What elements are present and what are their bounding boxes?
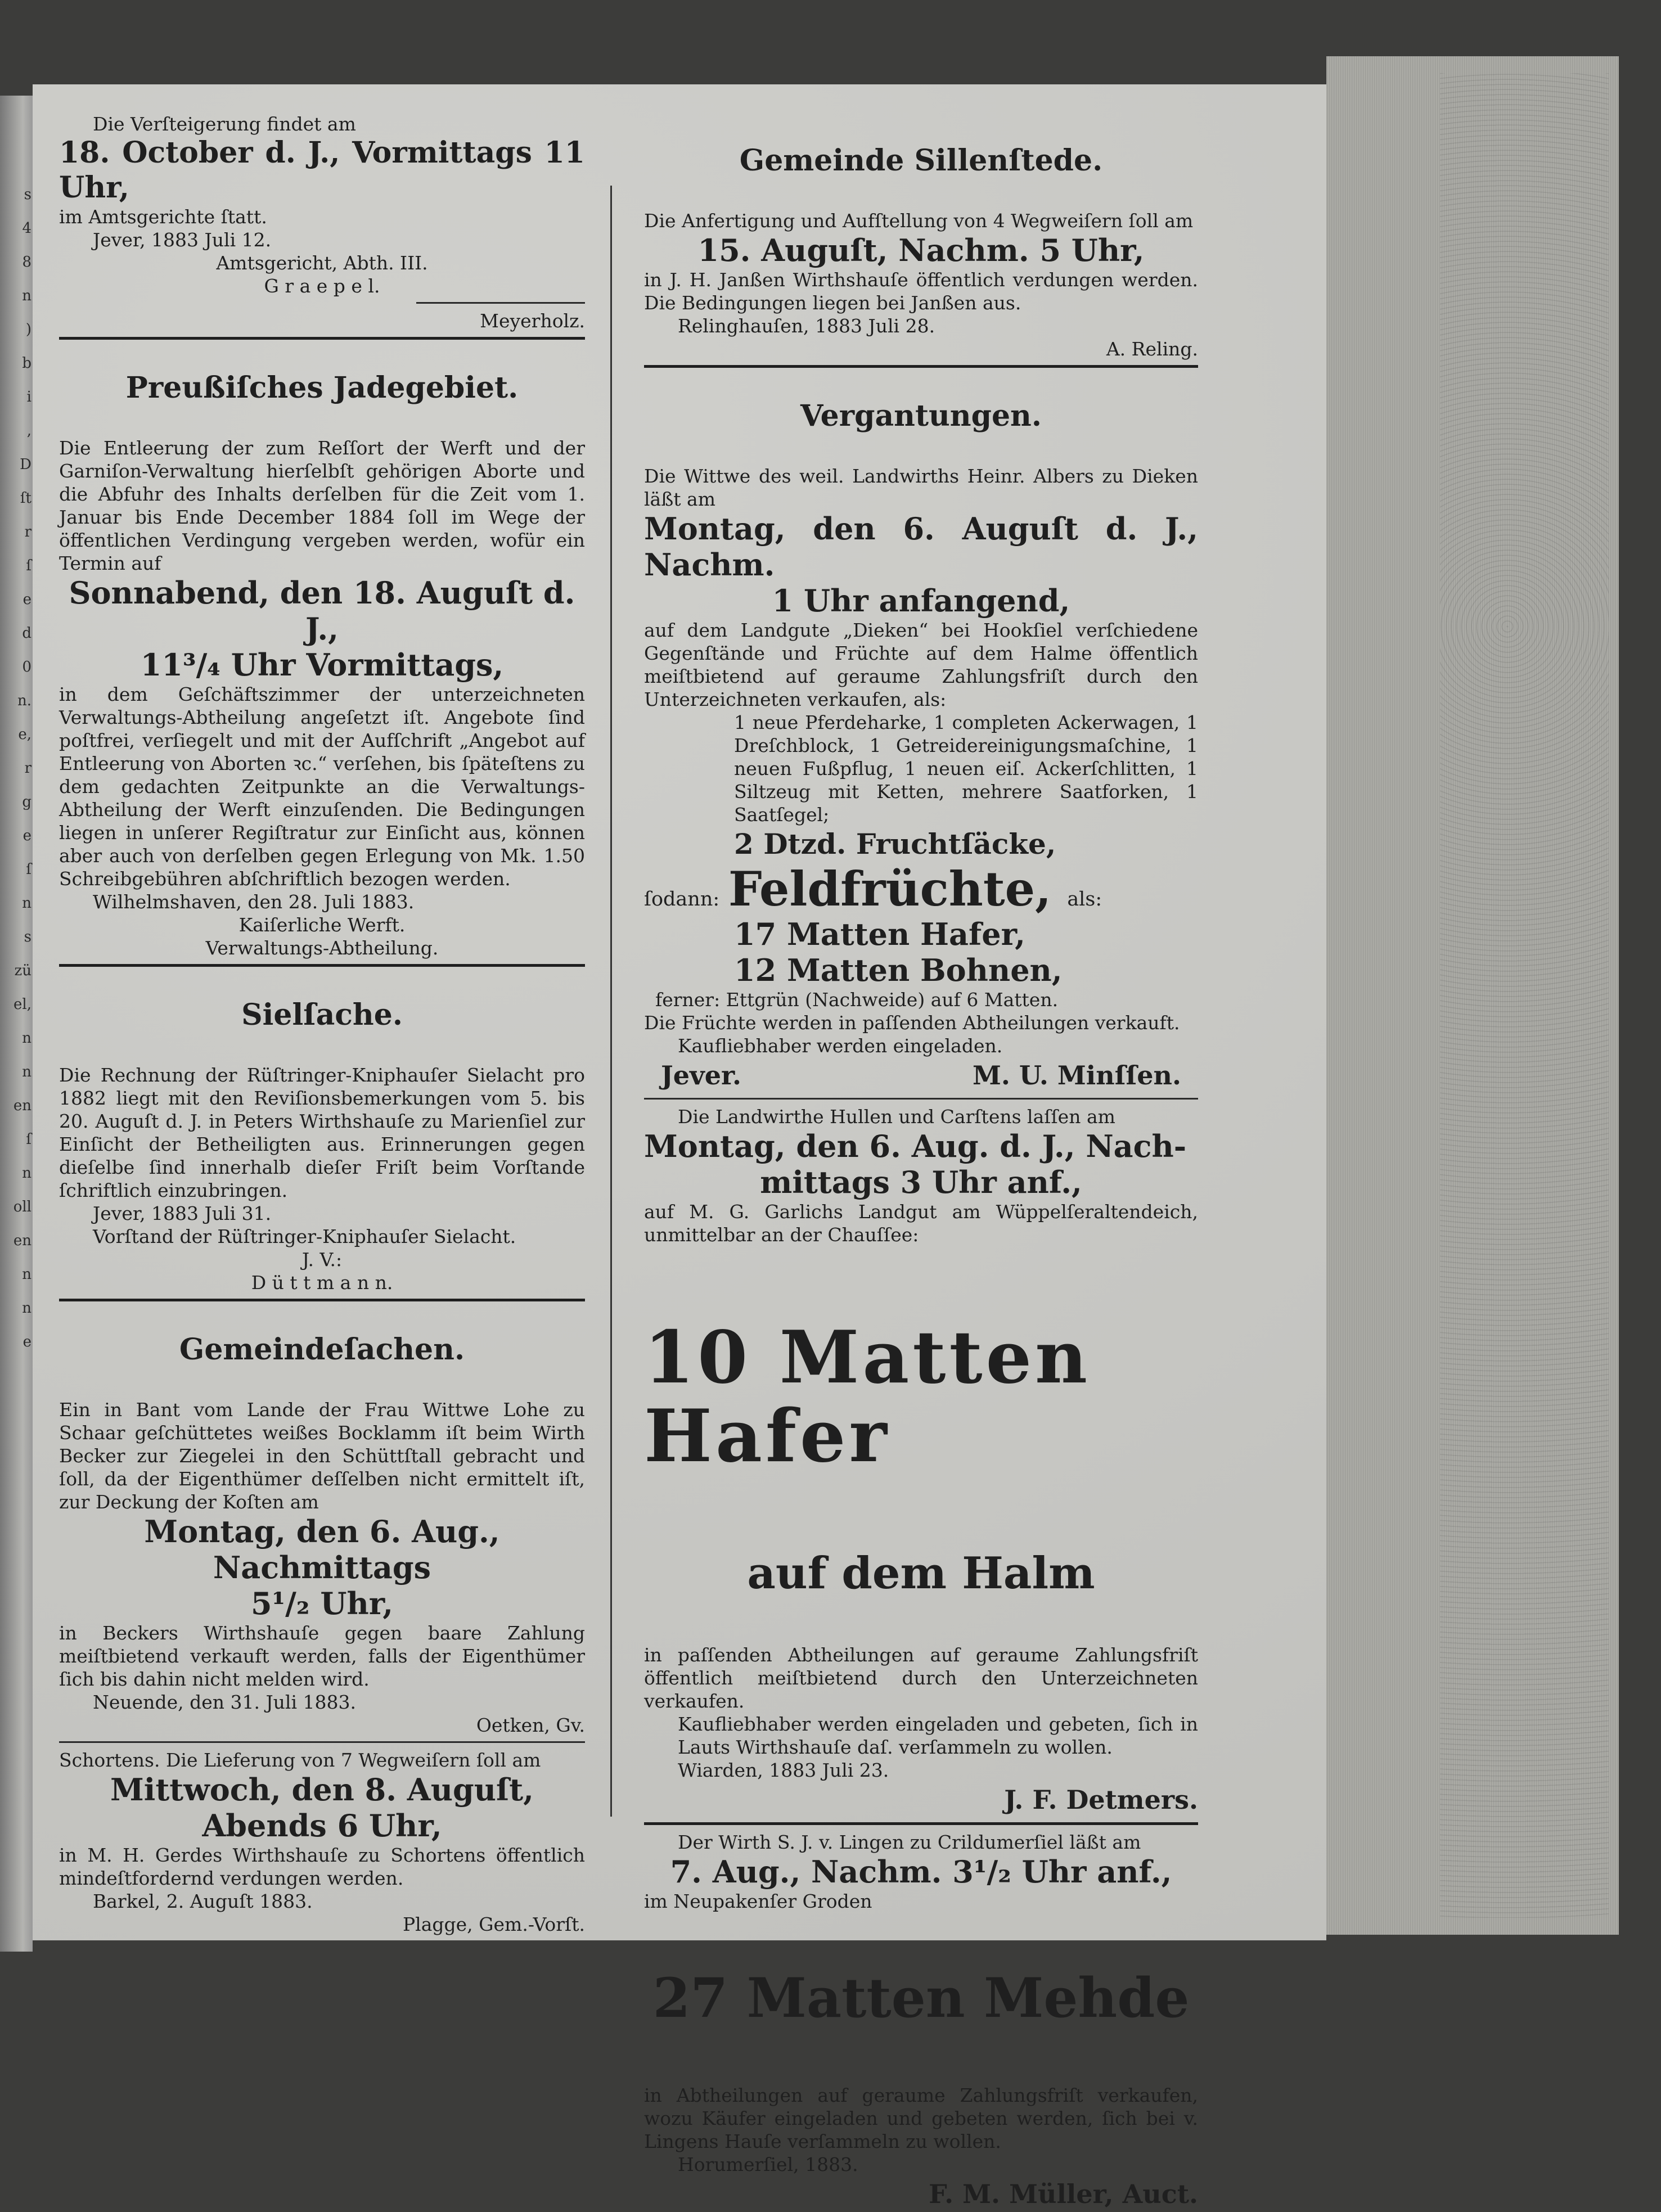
spine-fragment: D [20, 456, 31, 473]
ad-place-date: Horumerſiel, 1883. [678, 2154, 858, 2175]
spine-fragment: zü [14, 962, 31, 979]
ad-body: Die Rechnung der Rüſtringer-Kniphauſer Sielacht pro 1882 liegt mit den Reviſionsbemerkungen vom 5. bis 20. Auguſt d. J. in Peters Wirthshauſe zu Marienſiel zur Einſicht der Betheiligten aus. Erinnerungen gegen dieſelbe ſind innerhalb dieſer Friſt beim Vorſtande ſchriftlich einzubringen. [59, 1064, 585, 1201]
ad-date: Montag, den 6. Aug. d. J., Nach- [644, 1128, 1187, 1164]
ad-body: Kaufliebhaber werden eingeladen. [678, 1035, 1003, 1057]
ad-place-date: Relinghauſen, 1883 Juli 28. [678, 315, 935, 337]
ad-place-date: Wilhelmshaven, den 28. Juli 1883. [93, 891, 415, 913]
ad-text: Die Verſteigerung findet am [93, 113, 356, 135]
ad-jadegebiet [59, 369, 585, 959]
feldfruechte-row [644, 862, 1198, 916]
ad-signature: A. Reling. [1106, 338, 1198, 360]
previous-page-fragment [0, 186, 33, 1873]
ad-signature: J. V.: [301, 1249, 343, 1271]
ad-date: Mittwoch, den 8. Auguſt, [110, 1772, 534, 1808]
ad-title: Gemeinde Sillenſtede. [739, 143, 1103, 178]
ad-date: Montag, den 6. Aug., Nachmittags [144, 1513, 500, 1585]
ad-body: Die Landwirthe Hullen und Carſtens laſſen am [678, 1106, 1115, 1128]
spine-fragment: e [22, 591, 31, 608]
ad-body: in paſſenden Abtheilungen auf geraume Zahlungsfriſt öffentlich meiſtbietend durch den Unterzeichneten verkaufen. [644, 1644, 1198, 1712]
ad-signature: Oetken, Gv. [476, 1714, 585, 1736]
ad-body: Die Früchte werden in paſſenden Abtheilungen verkauft. [644, 1012, 1180, 1034]
spine-fragment: n [22, 1300, 31, 1317]
ad-big-heading: 27 Matten Mehde [652, 1966, 1190, 2030]
spine-fragment: ſ [26, 861, 31, 878]
ad-place-date: Jever, 1883 Juli 31. [93, 1202, 272, 1224]
spine-fragment: n. [17, 692, 31, 709]
ad-separator [59, 337, 585, 340]
als-label: als: [1067, 888, 1102, 911]
spine-fragment: g [22, 794, 31, 810]
spine-fragment: ) [25, 321, 31, 338]
ad-body: Schortens. Die Lieferung von 7 Wegweiſern ſoll am [59, 1749, 541, 1771]
spine-fragment: n [22, 1030, 31, 1047]
spine-fragment: r [24, 524, 31, 540]
ad-body: in Beckers Wirthshauſe gegen baare Zahlung meiſtbietend verkauft werden, falls der Eigenthümer ſich bis dahin nicht melden wird. [59, 1622, 585, 1690]
spine-fragment: e, [18, 726, 31, 743]
feldfruechte-heading: Feldfrüchte, [728, 861, 1052, 917]
ad-item-hafer: 17 Matten Hafer, [734, 916, 1025, 952]
ad-body: in M. H. Gerdes Wirthshauſe zu Schortens öffentlich mindeſtfordernd verdungen werden. [59, 1844, 585, 1889]
ad-versteigerung [59, 112, 585, 332]
ad-sillenstede [644, 142, 1198, 361]
ad-signature: G r a e p e l. [264, 275, 380, 297]
spine-fragment: en [13, 1097, 31, 1114]
ad-date: Sonnabend, den 18. Auguſt d. J., [69, 575, 575, 647]
ad-text: im Amtsgerichte ſtatt. [59, 206, 267, 228]
ad-title: Sielſache. [241, 998, 403, 1032]
spine-fragment: ſ [26, 1131, 31, 1148]
signature-rule [416, 302, 585, 304]
ad-separator [59, 1299, 585, 1301]
spine-fragment: oll [13, 1199, 31, 1215]
spine-fragment: i [26, 389, 31, 406]
spine-fragment: , [26, 422, 31, 439]
ad-sacks: 2 Dtzd. Fruchtſäcke, [734, 827, 1056, 861]
ad-date: 7. Aug., Nachm. 3¹/₂ Uhr anf., [670, 1854, 1172, 1890]
ad-separator [59, 1741, 585, 1743]
spine-fragment: el, [13, 996, 31, 1013]
spine-fragment: r [24, 760, 31, 777]
ad-lingen [644, 1831, 1198, 2212]
ad-items: 1 neue Pferdeharke, 1 completen Ackerwagen, 1 Dreſchblock, 1 Getreidereinigungsmaſchine, 1 neuen Fußpflug, 1 neuen eiſ. Ackerſchlitten, 1 Siltzeug mit Ketten, mehrere Saatforken, 1 Saatſegel; [734, 711, 1198, 826]
ad-schortens [59, 1749, 585, 1936]
ad-body: in Abtheilungen auf geraume Zahlungsfriſt verkaufen, wozu Käufer eingeladen und gebeten werden, ſich bei v. Lingens Hauſe verſammeln zu wollen. [644, 2084, 1198, 2152]
ad-body: Kaufliebhaber werden eingeladen und gebeten, ſich in Lauts Wirthshauſe daſ. verſammeln zu wollen. [678, 1713, 1198, 1758]
ad-time: 1 Uhr anfangend, [772, 583, 1070, 619]
ad-signature: Vorſtand der Rüſtringer-Kniphauſer Sielacht. [93, 1226, 516, 1247]
spine-fragment: en [13, 1232, 31, 1249]
ad-separator [644, 1098, 1198, 1100]
spine-fragment: n [22, 1266, 31, 1283]
ad-signature: D ü t t m a n n. [251, 1272, 393, 1294]
ad-signature: Verwaltungs-Abtheilung. [205, 937, 439, 959]
spine-fragment: s [24, 186, 31, 203]
right-column [644, 112, 1198, 2212]
ad-big-heading: 10 Matten Hafer [644, 1316, 1091, 1479]
ad-sielsache [59, 996, 585, 1294]
spine-fragment: n [22, 287, 31, 304]
ad-time: 11³/₄ Uhr Vormittags, [140, 647, 504, 683]
ad-subheading: auf dem Halm [747, 1548, 1095, 1599]
ad-body: Die Wittwe des weil. Landwirths Heinr. Albers zu Dieken läßt am [644, 465, 1198, 510]
ad-item-bohnen: 12 Matten Bohnen, [734, 952, 1063, 988]
left-column [59, 112, 585, 1936]
ad-separator [644, 365, 1198, 368]
ad-body: Die Entleerung der zum Reſſort der Werft und der Garniſon-Verwaltung hierſelbſt gehörigen Aborte und die Abfuhr des Inhalts derſelben für die Zeit vom 1. Januar bis Ende December 1884 ſoll im Wege der öffentlichen Verdingung vergeben werden, wofür ein Termin auf [59, 437, 585, 574]
ad-time: mittags 3 Uhr anf., [760, 1164, 1082, 1200]
ad-place-date: Neuende, den 31. Juli 1883. [93, 1691, 356, 1713]
spine-fragment: ſ [26, 557, 31, 574]
ad-place: Jever. [661, 1060, 742, 1091]
ad-signature: M. U. Minſſen. [972, 1060, 1181, 1091]
ad-time: Abends 6 Uhr, [202, 1808, 442, 1844]
place-signature-row [644, 1057, 1198, 1093]
ad-signature: Plagge, Gem.-Vorſt. [402, 1913, 585, 1935]
ad-time: 5¹/₂ Uhr, [250, 1585, 394, 1621]
ad-body: auf dem Landgute „Dieken“ bei Hookſiel verſchiedene Gegenſtände und Früchte auf dem Halme öffentlich meiſtbietend auf geraume Zahlungsfriſt durch den Unterzeichneten verkaufen, als: [644, 619, 1198, 710]
ad-place-date: Wiarden, 1883 Juli 23. [678, 1759, 889, 1781]
ad-separator [644, 1822, 1198, 1825]
ad-date: Montag, den 6. Auguſt d. J., Nachm. [644, 511, 1198, 583]
ad-body: in dem Geſchäftszimmer der unterzeichneten Verwaltungs-Abtheilung angeſetzt iſt. Angebote ſind poſtfrei, verſiegelt und mit der Aufſchrift „Angebot auf Entleerung von Aborten ꝛc.“ verſehen, bis ſpäteſtens zu dem gedachten Zeitpunkte an die Verwaltungs-Abtheilung der Werft einzuſenden. Die Bedingungen liegen in unſerer Regiſtratur zur Einſicht aus, können aber auch von derſelben gegen Erlegung von Mk. 1.50 Schreibgebühren abſchriftlich bezogen werden. [59, 683, 585, 890]
ad-hullen-carstens [644, 1105, 1198, 1818]
page-edge-speckle [1440, 73, 1609, 1918]
ad-separator [59, 964, 585, 967]
ad-signature: J. F. Detmers. [1004, 1785, 1198, 1815]
ad-body: im Neupakenſer Groden [644, 1890, 872, 1912]
ad-body: Die Anfertigung und Aufſtellung von 4 Wegweiſern ſoll am [644, 210, 1194, 232]
ad-place-date: Jever, 1883 Juli 12. [93, 229, 272, 251]
column-divider [610, 186, 612, 1817]
spine-fragment: n [22, 895, 31, 912]
ad-gemeindesachen [59, 1331, 585, 1737]
ad-title: Vergantungen. [800, 399, 1042, 433]
ad-copyist: Meyerholz. [480, 310, 585, 332]
sodann-label: ſodann: [644, 888, 720, 911]
spine-fragment: s [24, 929, 31, 945]
spine-fragment: n [22, 1064, 31, 1080]
ad-vergantungen [644, 397, 1198, 1093]
spine-fragment: e [22, 827, 31, 844]
ad-body: in J. H. Janßen Wirthshauſe öffentlich verdungen werden. Die Bedingungen liegen bei Janßen aus. [644, 269, 1198, 314]
ad-body: Der Wirth S. J. v. Lingen zu Crildumerſiel läßt am [678, 1831, 1141, 1853]
spine-fragment: 0 [22, 659, 31, 675]
ad-body: Ein in Bant vom Lande der Frau Wittwe Lohe zu Schaar geſchüttetes weißes Bocklamm iſt beim Wirth Becker zur Ziegelei in den Schüttſtall gebracht und ſoll, da der Eigenthümer deſſelben nicht ermittelt iſt, zur Deckung der Koſten am [59, 1399, 585, 1513]
spine-fragment: ſt [20, 490, 31, 507]
spine-fragment: d [22, 625, 31, 642]
spine-fragment: b [22, 355, 31, 372]
ad-authority: Amtsgericht, Abth. III. [216, 252, 428, 274]
ad-date: 18. October d. J., Vormittags 11 Uhr, [59, 136, 585, 205]
ad-body: ferner: Ettgrün (Nachweide) auf 6 Matten. [655, 989, 1059, 1011]
ad-date: 15. Auguſt, Nachm. 5 Uhr, [697, 232, 1145, 268]
ad-place-date: Barkel, 2. Auguſt 1883. [93, 1890, 313, 1912]
spine-fragment: 8 [22, 254, 31, 271]
ad-signature: Kaiſerliche Werft. [238, 914, 406, 936]
ad-title: Gemeindeſachen. [179, 1332, 465, 1367]
ad-body: auf M. G. Garlichs Landgut am Wüppelſeraltendeich, unmittelbar an der Chauſſee: [644, 1201, 1198, 1246]
spine-fragment: n [22, 1165, 31, 1182]
spine-fragment: 4 [22, 220, 31, 237]
ad-title: Preußiſches Jadegebiet. [125, 371, 519, 405]
spine-fragment: e [22, 1333, 31, 1350]
ad-signature: F. M. Müller, Auct. [929, 2179, 1198, 2209]
